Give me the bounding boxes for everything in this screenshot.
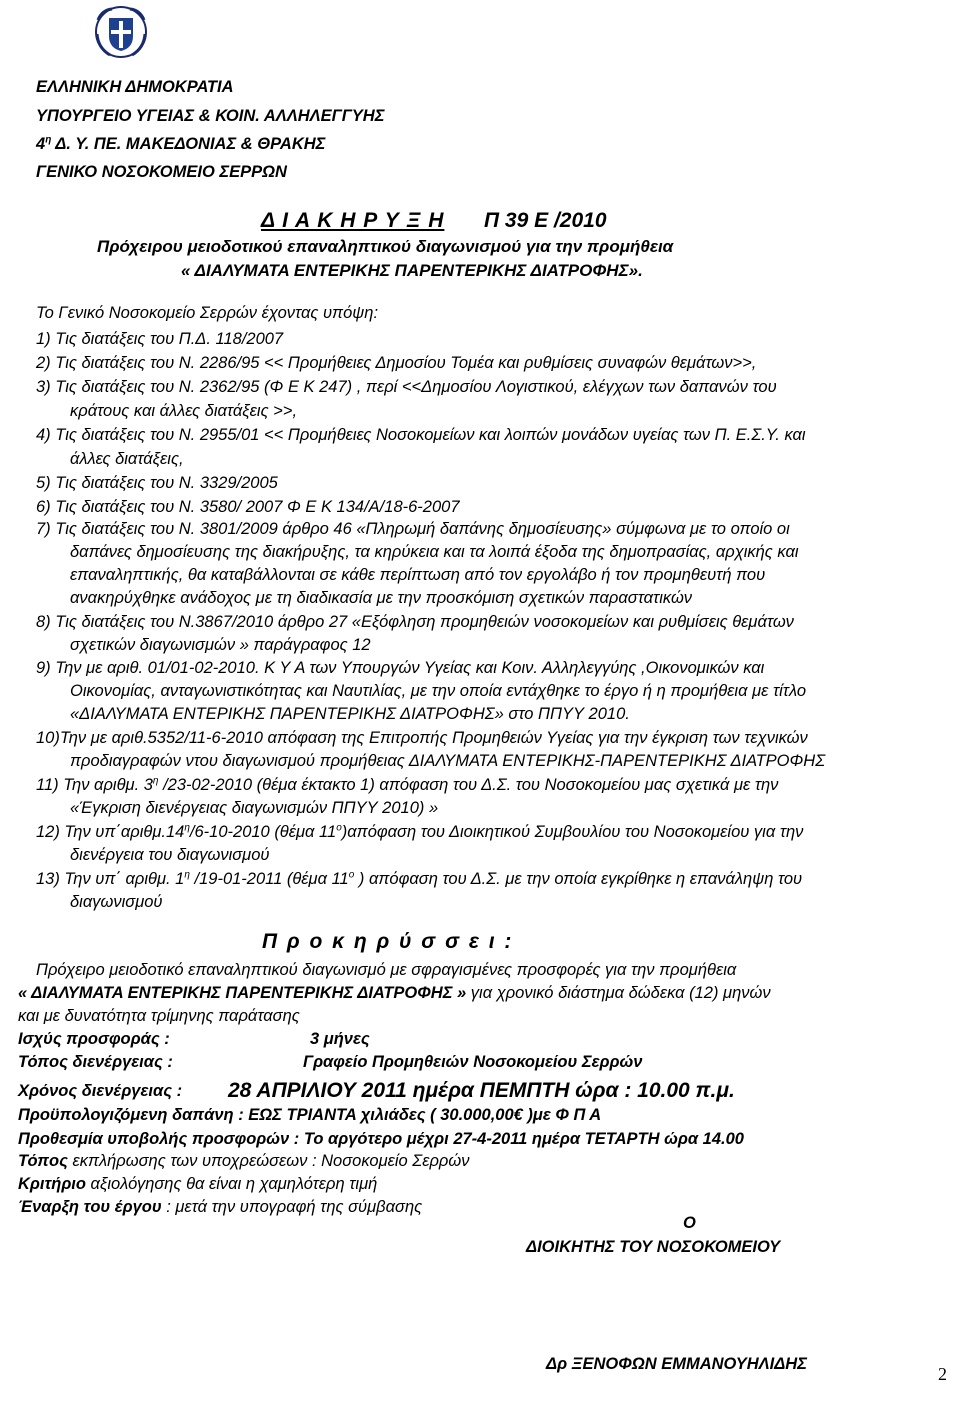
provision-3-cont: κράτους και άλλες διατάξεις >>, — [70, 402, 298, 420]
proclaims-line-3: και με δυνατότητα τρίμηνης παράτασης — [18, 1007, 300, 1025]
provision-10-cont: προδιαγραφών ντου διαγωνισμού προμήθειας ΔΙΑΛΥΜΑΤΑ ΕΝΤΕΡΙΚΗΣ-ΠΑΡΕΝΤΕΡΙΚΗΣ ΔΙΑΤΡΟΦΗΣ — [70, 752, 826, 770]
provision-7: 7) Τις διατάξεις του Ν. 3801/2009 άρθρο 46 «Πληρωμή δαπάνης δημοσίευσης» σύμφωνα με το οποίο οι — [36, 520, 790, 538]
provision-7-cont-1: δαπάνες δημοσίευσης της διακήρυξης, τα κηρύκεια και τα λοιπά έξοδα της δημοπρασίας, αρχικής και — [70, 543, 799, 561]
validity-value: 3 μήνες — [310, 1030, 370, 1048]
place-label: Τόπος διενέργειας : — [18, 1053, 173, 1071]
provision-13: 13) Την υπ΄ αριθμ. $1^\eta$ /19-01-2011 (θέμα $11^o$ ) απόφαση του Δ.Σ. με την οποία εγκρίθηκε η επανάληψη του — [36, 869, 803, 888]
criterion-line: Κριτήριο αξιολόγησης θα είναι η χαμηλότερη τιμή — [18, 1175, 378, 1193]
document-title: Δ Ι Α Κ Η Ρ Υ Ξ Η — [261, 209, 445, 232]
provision-8: 8) Τις διατάξεις του Ν.3867/2010 άρθρο 27 «Εξόφληση προμηθειών νοσοκομείων και ρυθμίσεις θεμάτων — [36, 613, 794, 631]
header-region: $4^\eta$ Δ. Υ. ΠΕ. ΜΑΚΕΔΟΝΙΑΣ & ΘΡΑΚΗΣ — [36, 134, 326, 153]
provision-7-cont-3: ανακηρύχθηκε ανάδοχος με τη διαδικασία με την προσκόμιση σχετικών παραστατικών — [70, 589, 693, 607]
provision-4-cont: άλλες διατάξεις, — [70, 450, 184, 468]
time-value: 28 ΑΠΡΙΛΙΟΥ 2011 ημέρα ΠΕΜΠΤΗ ώρα : 10.00 π.μ. — [228, 1079, 735, 1102]
provision-9: 9) Την με αριθ. 01/01-02-2010. Κ Υ Α των Υπουργών Υγείας και Κοιν. Αλληλεγγύης ,Οικονομικών και — [36, 659, 765, 677]
start-line: Έναρξη του έργου : μετά την υπογραφή της σύμβασης — [18, 1198, 423, 1216]
provision-3: 3) Τις διατάξεις του Ν. 2362/95 (Φ Ε Κ 247) , περί <<Δημοσίου Λογιστικού, ελέγχων των δαπανών του — [36, 378, 777, 396]
provision-9-cont-1: Οικονομίας, ανταγωνιστικότητας και Ναυτιλίας, με την οποία εντάχθηκε το έργο ή η προμήθεια με τίτλο — [70, 682, 807, 700]
page-number: 2 — [938, 1364, 947, 1384]
document-reference: Π 39 Ε /2010 — [484, 209, 607, 232]
signature-name: Δρ ΞΕΝΟΦΩΝ ΕΜΜΑΝΟΥΗΛΙΔΗΣ — [546, 1355, 807, 1373]
proclaims-line-1: Πρόχειρο μειοδοτικό επαναληπτικού διαγωνισμό με σφραγισμένες προσφορές για την προμήθεια — [36, 961, 737, 979]
provision-13-cont: διαγωνισμού — [70, 893, 163, 911]
provision-10: 10)Την με αριθ.5352/11-6-2010 απόφαση της Επιτροπής Προμηθειών Υγείας για την έγκριση των τεχνικών — [36, 729, 808, 747]
header-ministry: ΥΠΟΥΡΓΕΙΟ ΥΓΕΙΑΣ & ΚΟΙΝ. ΑΛΛΗΛΕΓΓΥΗΣ — [36, 107, 385, 125]
provision-6: 6) Τις διατάξεις του Ν. 3580/ 2007 Φ Ε Κ 134/Α/18-6-2007 — [36, 498, 460, 516]
deadline-line: Προθεσμία υποβολής προσφορών : Το αργότερο μέχρι 27-4-2011 ημέρα ΤΕΤΑΡΤΗ ώρα 14.00 — [18, 1130, 744, 1148]
provision-1: 1) Τις διατάξεις του Π.Δ. 118/2007 — [36, 330, 284, 348]
intro-text: Το Γενικό Νοσοκομείο Σερρών έχοντας υπόψη: — [36, 304, 379, 322]
budget-line: Προϋπολογιζόμενη δαπάνη : ΕΩΣ ΤΡΙΑΝΤΑ χιλιάδες ( 30.000,00€ )με Φ Π Α — [18, 1106, 602, 1124]
provision-12: 12) Την $\upsilon\pi΄\alpha\rho\iota\theta\mu.14^\eta/6-10-2010$ (θέμα $11^o)\alpha\pi ό\varphi\alpha\sigma\eta$ του Διοικητικού Συμβουλίου του Νοσοκομείου για την — [36, 822, 804, 841]
header-country: ΕΛΛΗΝΙΚΗ ΔΗΜΟΚΡΑΤΙΑ — [36, 78, 234, 96]
header-hospital: ΓΕΝΙΚΟ ΝΟΣΟΚΟΜΕΙΟ ΣΕΡΡΩΝ — [36, 163, 287, 181]
provision-11: 11) Την αριθμ. $3^\eta$ /23-02-2010 (θέμα έκτακτο 1) απόφαση του Δ.Σ. του Νοσοκομείου μας σχετικά με την — [36, 775, 779, 794]
provision-12-cont: διενέργεια του διαγωνισμού — [70, 846, 270, 864]
obligations-line: Τόπος εκπλήρωσης των υποχρεώσεων : Νοσοκομείο Σερρών — [18, 1152, 470, 1170]
provision-2: 2) Τις διατάξεις του Ν. 2286/95 << Προμήθειες Δημοσίου Τομέα και ρυθμίσεις συναφών θεμάτων>>, — [36, 354, 757, 372]
validity-label: Ισχύς προσφοράς : — [18, 1030, 170, 1048]
greek-emblem-icon — [92, 4, 150, 60]
provision-8-cont: σχετικών διαγωνισμών » παράγραφος 12 — [70, 636, 371, 654]
provision-7-cont-2: επαναληπτικής, θα καταβάλλονται σε κάθε περίπτωση από τον εργολάβο ή τον προμηθευτή που — [70, 566, 766, 584]
place-value: Γραφείο Προμηθειών Νοσοκομείου Σερρών — [303, 1053, 643, 1071]
time-label: Χρόνος διενέργειας : — [18, 1082, 183, 1100]
proclaims-heading: Π ρ ο κ η ρ ύ σ σ ε ι : — [262, 930, 514, 953]
proclaims-line-2: « ΔΙΑΛΥΜΑΤΑ ΕΝΤΕΡΙΚΗΣ ΠΑΡΕΝΤΕΡΙΚΗΣ ΔΙΑΤΡΟΦΗΣ » για χρονικό διάστημα δώδεκα (12) μηνών — [18, 984, 771, 1002]
provision-4: 4) Τις διατάξεις του Ν. 2955/01 << Προμήθειες Νοσοκομείων και λοιπών μονάδων υγείας των Π. Ε.Σ.Υ. και — [36, 426, 806, 444]
title-subtitle-2: « ΔΙΑΛΥΜΑΤΑ ΕΝΤΕΡΙΚΗΣ ΠΑΡΕΝΤΕΡΙΚΗΣ ΔΙΑΤΡΟΦΗΣ». — [181, 261, 643, 280]
title-subtitle-1: Πρόχειρου μειοδοτικού επαναληπτικού διαγωνισμού για την προμήθεια — [97, 237, 674, 256]
signature-title: ΔΙΟΙΚΗΤΗΣ ΤΟΥ ΝΟΣΟΚΟΜΕΙΟΥ — [526, 1238, 781, 1256]
provision-11-cont: «Έγκριση διενέργειας διαγωνισμών ΠΠΥΥ 2010) » — [70, 799, 439, 817]
provision-5: 5) Τις διατάξεις του Ν. 3329/2005 — [36, 474, 278, 492]
signature-article: Ο — [683, 1214, 696, 1232]
provision-9-cont-2: «ΔΙΑΛΥΜΑΤΑ ΕΝΤΕΡΙΚΗΣ ΠΑΡΕΝΤΕΡΙΚΗΣ ΔΙΑΤΡΟΦΗΣ» στο ΠΠΥΥ 2010. — [70, 705, 630, 723]
